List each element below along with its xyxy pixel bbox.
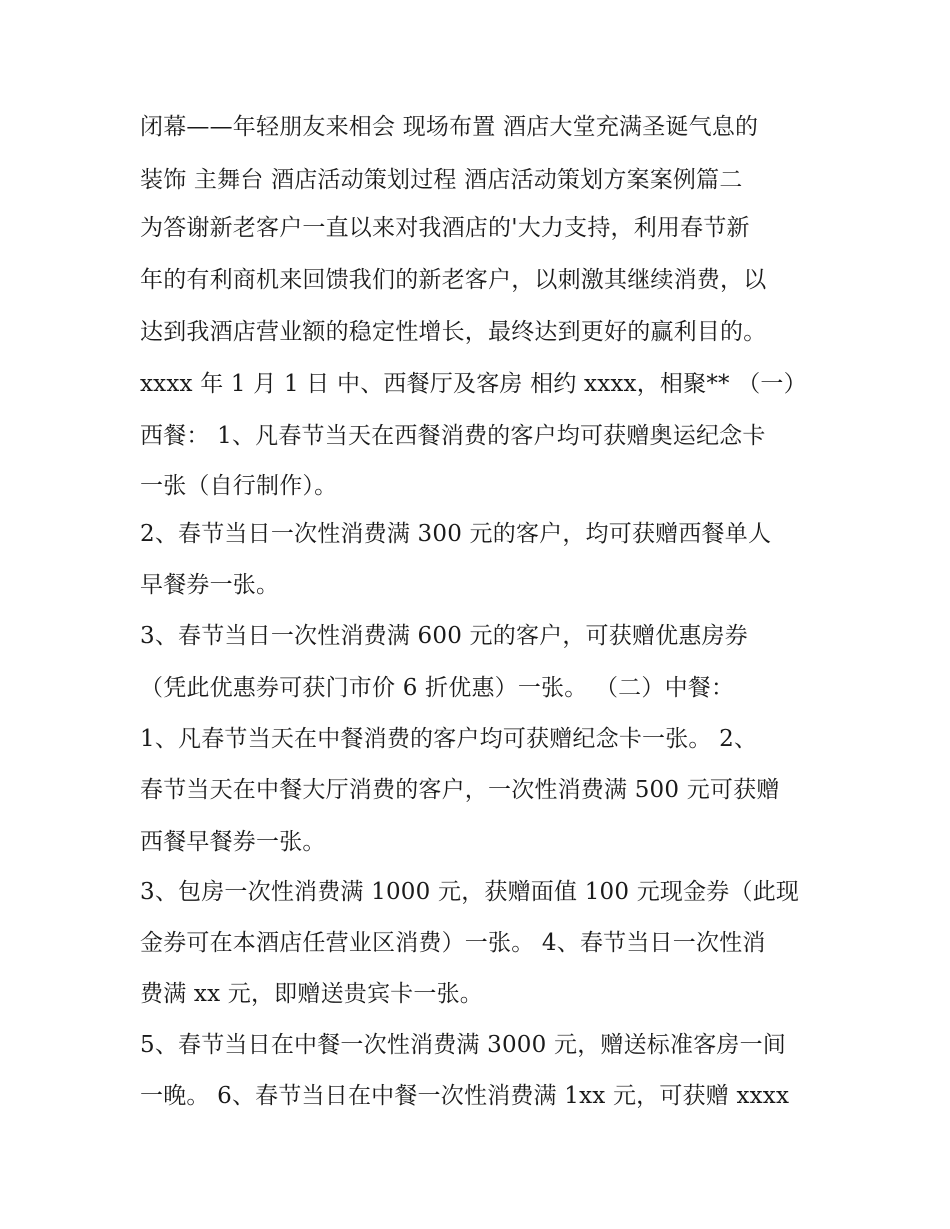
text-line: 达到我酒店营业额的稳定性增长，最终达到更好的赢利目的。 <box>140 319 767 345</box>
text-line: 一张（自行制作）。 <box>140 473 338 499</box>
text-line: 5、春节当日在中餐一次性消费满 3000 元，赠送标准客房一间 <box>140 1032 786 1058</box>
text-line: 闭幕——年轻朋友来相会 现场布置 酒店大堂充满圣诞气息的 <box>140 114 759 140</box>
text-line: 费满 xx 元，即赠送贵宾卡一张。 <box>140 981 483 1007</box>
text-line: 一晚。 6、春节当日在中餐一次性消费满 1xx 元，可获赠 xxxx <box>140 1083 790 1109</box>
text-line: 西餐： 1、凡春节当天在西餐消费的客户均可获赠奥运纪念卡 <box>140 423 766 449</box>
text-line: 2、春节当日一次性消费满 300 元的客户，均可获赠西餐单人 <box>140 521 772 547</box>
text-line: 西餐早餐券一张。 <box>140 829 326 855</box>
text-line: xxxx 年 1 月 1 日 中、西餐厅及客房 相约 xxxx，相聚** （一） <box>140 371 807 397</box>
text-line: 为答谢新老客户一直以来对我酒店的'大力支持，利用春节新 <box>140 215 750 241</box>
text-line: 金券可在本酒店任营业区消费）一张。 4、春节当日一次性消 <box>140 930 766 956</box>
text-line: （凭此优惠券可获门市价 6 折优惠）一张。 （二）中餐： <box>140 675 735 701</box>
text-line: 3、包房一次性消费满 1000 元，获赠面值 100 元现金券（此现 <box>140 879 800 905</box>
text-line: 早餐券一张。 <box>140 572 280 598</box>
text-line: 1、凡春节当天在中餐消费的客户均可获赠纪念卡一张。 2、 <box>140 726 758 752</box>
text-line: 3、春节当日一次性消费满 600 元的客户，可获赠优惠房券 <box>140 623 748 649</box>
text-line: 春节当天在中餐大厅消费的客户，一次性消费满 500 元可获赠 <box>140 777 780 803</box>
text-line: 装饰 主舞台 酒店活动策划过程 酒店活动策划方案案例篇二 <box>140 167 743 193</box>
text-line: 年的有利商机来回馈我们的新老客户，以刺激其继续消费，以 <box>140 267 767 293</box>
